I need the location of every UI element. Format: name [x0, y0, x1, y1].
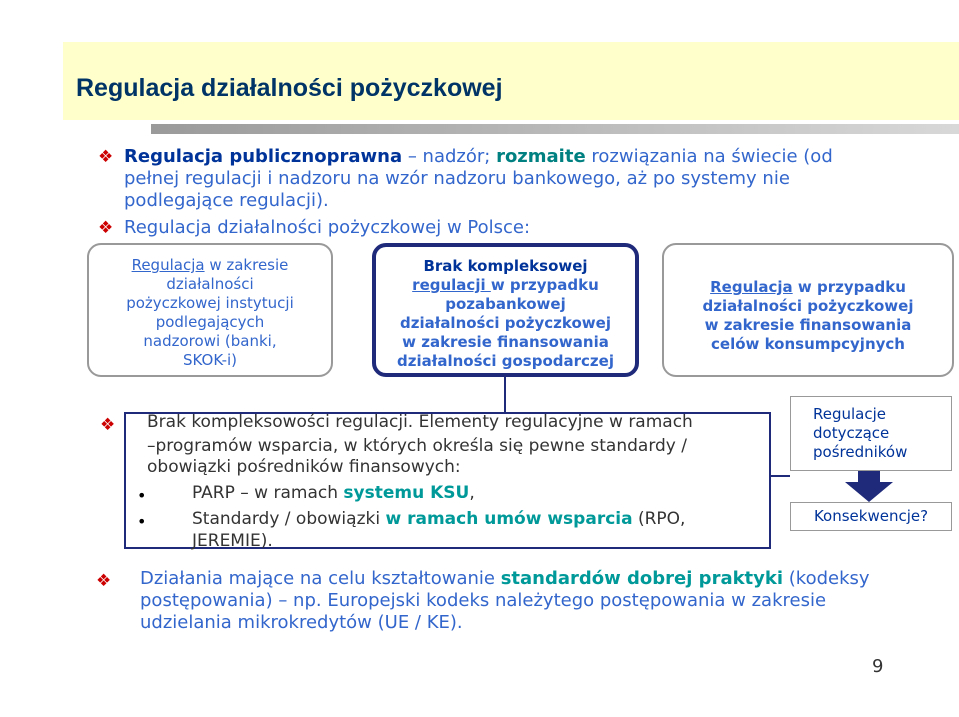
down-arrow-icon [845, 471, 893, 502]
middle-line-2: –programów wsparcia, w których określa się pewne standardy / [147, 436, 687, 456]
list-item-standardy-cont: JEREMIE). [192, 531, 273, 551]
slide-title: Regulacja działalności pożyczkowej [76, 74, 503, 102]
bullet-dobre-praktyki: Działania mające na celu kształtowanie standardów dobrej praktyki (kodeksy postępowania) – np. Europejski kodeks należytego postępowania w zakresie udzielania mikrokredytów (UE / KE). [140, 568, 870, 633]
page-number: 9 [872, 656, 884, 677]
list-item-standardy: Standardy / obowiązki w ramach umów wsparcia (RPO, [192, 509, 686, 529]
diamond-bullet-icon: ❖ [98, 218, 114, 238]
bullet-regulacja-publiczna: Regulacja publicznoprawna – nadzór; rozmaite rozwiązania na świecie (od pełnej regulacji i nadzoru na wzór nadzoru bankowego, aż po systemy nie podlegające regulacji). [124, 146, 833, 211]
middle-line-3: obowiązki pośredników finansowych: [147, 457, 461, 477]
middle-line-1: Brak kompleksowości regulacji. Elementy regulacyjne w ramach [147, 412, 693, 432]
bullet-dot-icon: • [137, 486, 147, 505]
box-regulacja-nadzorowane: Regulacja w zakresie działalności pożyczkowej instytucji podlegających nadzorowi (banki, SKOK-i) [87, 243, 333, 377]
diamond-bullet-icon: ❖ [96, 571, 112, 591]
konsekwencje-box: Konsekwencje? [790, 502, 952, 531]
box-brak-regulacji: Brak kompleksowej regulacji w przypadku pozabankowej działalności pożyczkowej w zakresie finansowania działalności gospodarczej [372, 243, 639, 377]
diamond-bullet-icon: ❖ [98, 147, 114, 167]
regulacje-posrednikow-box: Regulacje dotyczące pośredników [790, 396, 952, 471]
bullet-regulacja-polska: Regulacja działalności pożyczkowej w Polsce: [124, 217, 531, 238]
diamond-bullet-icon: ❖ [100, 415, 116, 435]
list-item-parp: PARP – w ramach systemu KSU, [192, 483, 475, 503]
box-regulacja-konsumencka: Regulacja w przypadku działalności pożyczkowej w zakresie finansowania celów konsumpcyjnych [662, 243, 954, 377]
bullet-dot-icon: • [137, 512, 147, 531]
